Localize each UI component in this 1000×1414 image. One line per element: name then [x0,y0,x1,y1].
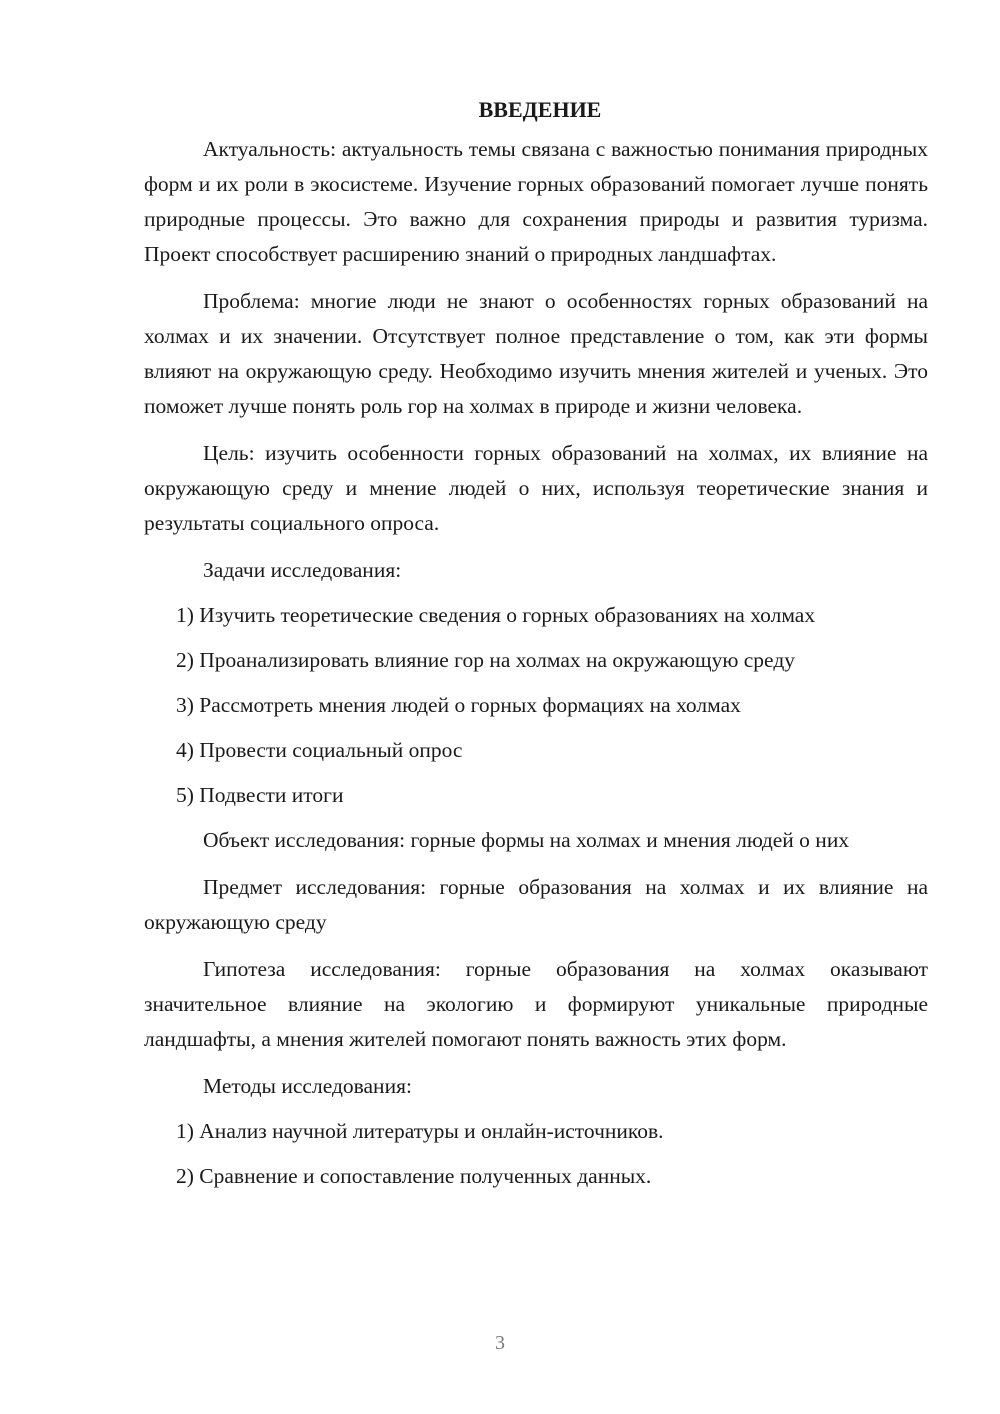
list-item: 3) Рассмотреть мнения людей о горных формациях на холмах [176,693,741,717]
page-content [144,92,928,1204]
list-item: 4) Провести социальный опрос [176,738,463,762]
hypothesis-paragraph: Гипотеза исследования: горные образования на холмах оказывают значительное влияние на экологию и формируют уникальные природные ландшафты, а мнения жителей помогают понять важность этих форм. [144,957,928,1051]
subject-paragraph: Предмет исследования: горные образования на холмах и их влияние на окружающую среду [144,875,928,934]
list-item: 1) Изучить теоретические сведения о горных образованиях на холмах [176,603,816,627]
list-item: 2) Сравнение и сопоставление полученных данных. [176,1164,652,1188]
page-number: 3 [495,1332,505,1354]
section-title: ВВЕДЕНИЕ [478,97,602,122]
methods-heading: Методы исследования: [203,1074,412,1098]
methods-list [144,1114,928,1194]
problem-paragraph: Проблема: многие люди не знают о особенностях горных образований на холмах и их значении. Отсутствует полное представление о том, как эти формы влияют на окружающую среду. Необходимо изучить мнения жителей и ученых. Это поможет лучше понять роль гор на холмах в природе и жизни человека. [144,289,928,418]
list-item: 5) Подвести итоги [176,783,344,807]
tasks-list [144,598,928,813]
tasks-heading: Задачи исследования: [203,558,402,582]
list-item: 1) Анализ научной литературы и онлайн-источников. [176,1119,664,1143]
list-item: 2) Проанализировать влияние гор на холмах на окружающую среду [176,648,796,672]
object-paragraph: Объект исследования: горные формы на холмах и мнения людей о них [203,828,850,852]
relevance-paragraph: Актуальность: актуальность темы связана с важностью понимания природных форм и их роли в экосистеме. Изучение горных образований помогает лучше понять природные процессы. Это важно для сохранения природы и развития туризма. Проект способствует расширению знаний о природных ландшафтах. [144,137,928,266]
goal-paragraph: Цель: изучить особенности горных образований на холмах, их влияние на окружающую среду и мнение людей о них, используя теоретические знания и результаты социального опроса. [144,441,928,535]
